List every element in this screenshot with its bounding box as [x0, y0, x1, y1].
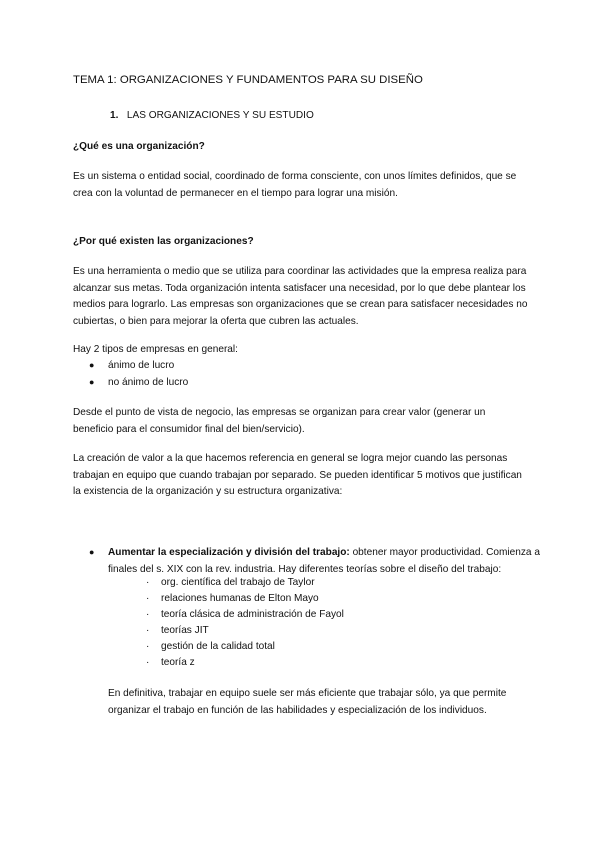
- subbullet-icon: ·: [146, 593, 150, 604]
- question-1: ¿Qué es una organización?: [73, 141, 205, 152]
- types-intro: Hay 2 tipos de empresas en general:: [73, 344, 238, 355]
- page-title: TEMA 1: ORGANIZACIONES Y FUNDAMENTOS PARA SU DISEÑO: [73, 74, 423, 86]
- bullet-icon: ●: [89, 360, 95, 370]
- subbullet-icon: ·: [146, 609, 150, 620]
- subitem: relaciones humanas de Elton Mayo: [161, 593, 319, 604]
- subbullet-icon: ·: [146, 641, 150, 652]
- subitem: org. científica del trabajo de Taylor: [161, 577, 315, 588]
- motivo-item: [108, 545, 548, 578]
- subbullet-icon: ·: [146, 577, 150, 588]
- subitem: teoría clásica de administración de Fayol: [161, 609, 344, 620]
- paragraph-negocio: Desde el punto de vista de negocio, las empresas se organizan para crear valor (generar un beneficio para el consumidor final del bien/servicio).: [73, 407, 486, 435]
- paragraph-valor: La creación de valor a la que hacemos referencia en general se logra mejor cuando las personas trabajan en equipo que cuando trabajan por separado. Se pueden identificar 5 motivos que justifican la existencia de la organización y su estructura organizativa:: [73, 453, 522, 498]
- motivo-text: obtener mayor productividad. Comienza a finales del s. XIX con la rev. industria. Hay diferentes teorías sobre el diseño del trabajo:: [108, 547, 540, 575]
- answer-1: Es un sistema o entidad social, coordinado de forma consciente, con unos límites definidos, que se crea con la voluntad de permanecer en el tiempo para lograr una misión.: [73, 171, 517, 199]
- motivo-title: Aumentar la especialización y división del trabajo:: [108, 547, 350, 558]
- subitem: teorías JIT: [161, 625, 209, 636]
- motivo-conclusion: En definitiva, trabajar en equipo suele ser más eficiente que trabajar sólo, ya que permite organizar el trabajo en función de las habilidades y especialización de los individuos.: [108, 688, 507, 716]
- subitem: teoría z: [161, 657, 195, 668]
- section-number: 1.: [110, 110, 119, 121]
- subbullet-icon: ·: [146, 657, 150, 668]
- answer-2: Es una herramienta o medio que se utiliza para coordinar las actividades que la empresa realiza para alcanzar sus metas. Toda organización intenta satisfacer una necesidad, por lo que debe plantear los medios para lograrlo. Las empresas son organizaciones que se crean para satisfacer necesidades no cubiertas, o bien para mejorar la oferta que cubren las actuales.: [73, 266, 528, 327]
- subbullet-icon: ·: [146, 625, 150, 636]
- question-2: ¿Por qué existen las organizaciones?: [73, 236, 254, 247]
- section-heading: [110, 108, 314, 125]
- list-item: no ánimo de lucro: [108, 377, 189, 388]
- list-item: ánimo de lucro: [108, 360, 175, 371]
- section-label: LAS ORGANIZACIONES Y SU ESTUDIO: [126, 110, 314, 121]
- subitem: gestión de la calidad total: [161, 641, 275, 652]
- bullet-icon: ●: [89, 377, 95, 387]
- bullet-icon: ●: [89, 547, 95, 557]
